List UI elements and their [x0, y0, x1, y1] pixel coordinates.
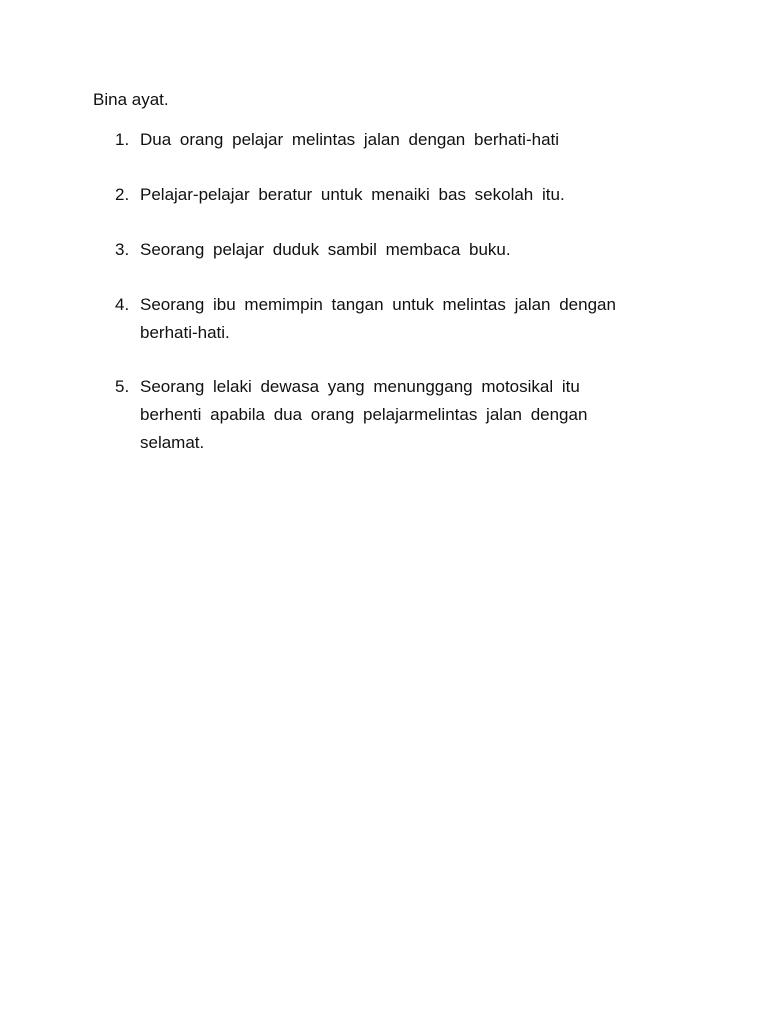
- item-text: Seorang ibu memimpin tangan untuk melintas jalan dengan berhati-hati.: [140, 295, 616, 342]
- item-number: 3.: [115, 240, 130, 259]
- list-item: [115, 373, 675, 457]
- item-number: 5.: [115, 377, 130, 396]
- item-number: 2.: [115, 185, 130, 204]
- instruction-heading: Bina ayat.: [93, 90, 169, 109]
- item-text: Seorang lelaki dewasa yang menunggang motosikal itu berhenti apabila dua orang pelajarmelintas jalan dengan selamat.: [140, 377, 588, 452]
- item-number: 4.: [115, 295, 130, 314]
- list-item: [115, 291, 675, 347]
- list-item: [115, 181, 675, 209]
- list-item: [115, 236, 675, 264]
- sentence-list: [115, 126, 675, 457]
- item-text: Dua orang pelajar melintas jalan dengan berhati-hati: [140, 130, 560, 149]
- list-item: [115, 126, 675, 154]
- item-number: 1.: [115, 130, 130, 149]
- item-text: Seorang pelajar duduk sambil membaca buku.: [140, 240, 511, 259]
- item-text: Pelajar-pelajar beratur untuk menaiki bas sekolah itu.: [140, 185, 565, 204]
